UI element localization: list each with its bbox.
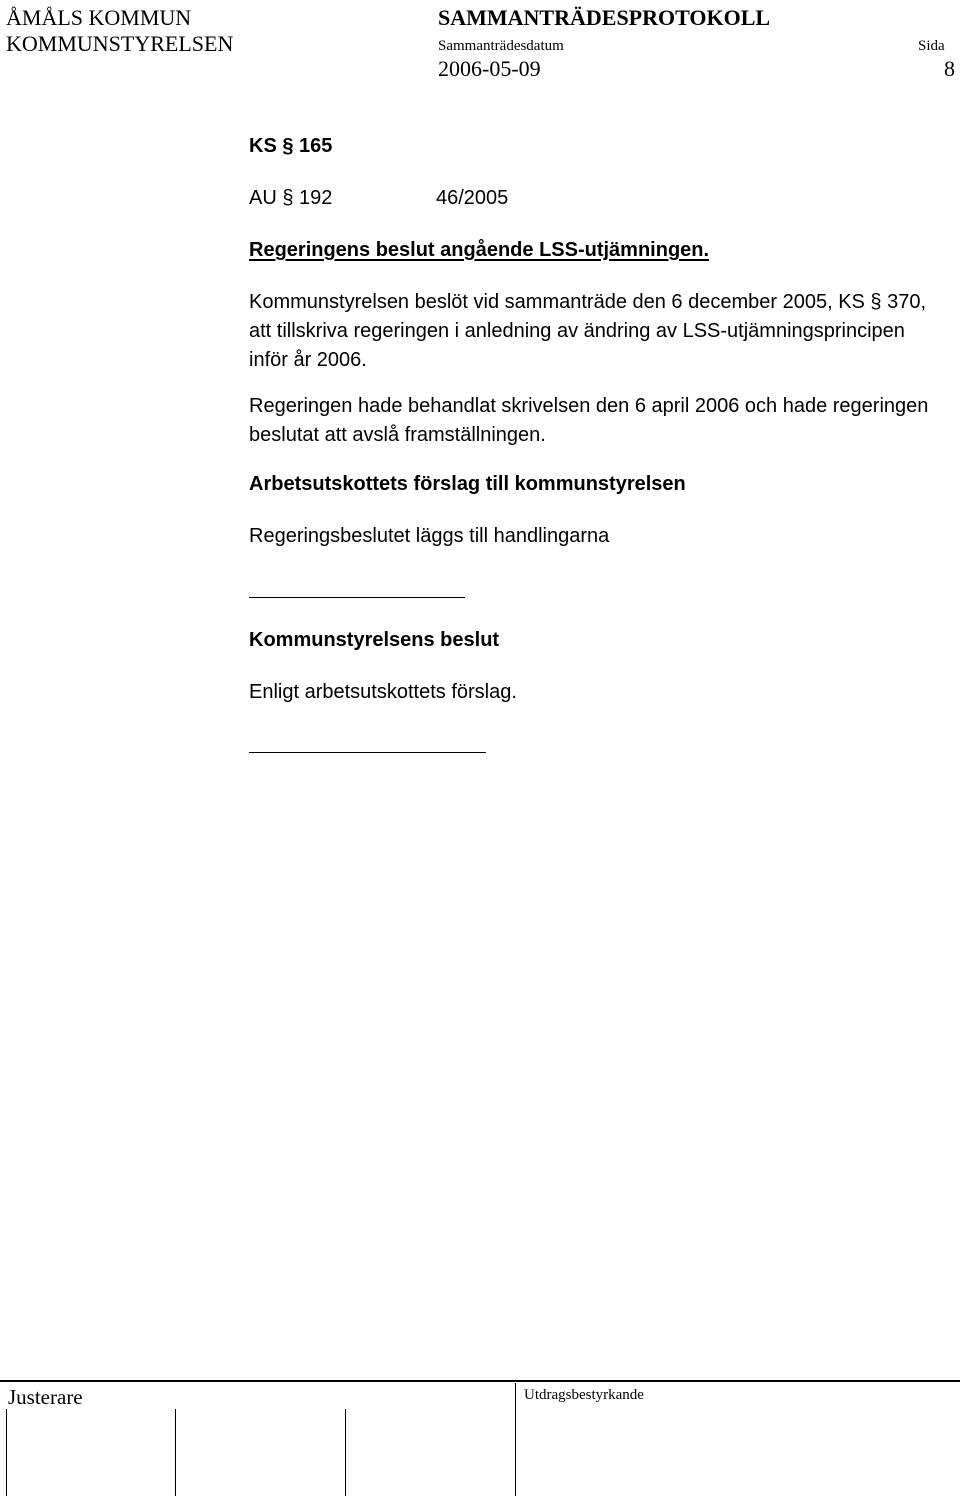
decision-text: Enligt arbetsutskottets förslag.	[249, 681, 517, 703]
case-number: 46/2005	[436, 187, 509, 209]
page-number: 8	[944, 56, 955, 81]
signature-box-divider	[515, 1383, 516, 1496]
footer-border	[0, 1380, 960, 1382]
document-type: SAMMANTRÄDESPROTOKOLL	[438, 5, 771, 30]
signature-box-divider	[6, 1409, 7, 1496]
meeting-date: 2006-05-09	[438, 56, 541, 81]
adjusters-label: Justerare	[8, 1385, 83, 1409]
separator-line	[249, 752, 486, 753]
separator-line	[249, 597, 465, 598]
paragraph-background: Kommunstyrelsen beslöt vid sammanträde den 6 december 2005, KS § 370, att tillskriva regeringen i anledning av ändring av LSS-utjämningsprincipen inför år 2006.	[249, 291, 927, 371]
date-label: Sammanträdesdatum	[438, 38, 564, 54]
municipality-name: ÅMÅLS KOMMUN	[6, 5, 192, 30]
au-reference: AU § 192	[249, 187, 333, 209]
paragraph-government-response: Regeringen hade behandlat skrivelsen den 6 april 2006 och hade regeringen beslutat att avslå framställningen.	[249, 395, 929, 446]
board-name: KOMMUNSTYRELSEN	[6, 31, 234, 56]
proposal-text: Regeringsbeslutet läggs till handlingarna	[249, 525, 610, 547]
ks-reference: KS § 165	[249, 135, 333, 157]
signature-box-divider	[175, 1409, 176, 1496]
signature-box-divider	[345, 1409, 346, 1496]
page-label: Sida	[918, 38, 945, 54]
proposal-heading: Arbetsutskottets förslag till kommunstyrelsen	[249, 473, 686, 495]
certification-label: Utdragsbestyrkande	[524, 1387, 644, 1403]
decision-heading: Kommunstyrelsens beslut	[249, 629, 500, 651]
subject-heading: Regeringens beslut angående LSS-utjämningen.	[249, 239, 710, 261]
